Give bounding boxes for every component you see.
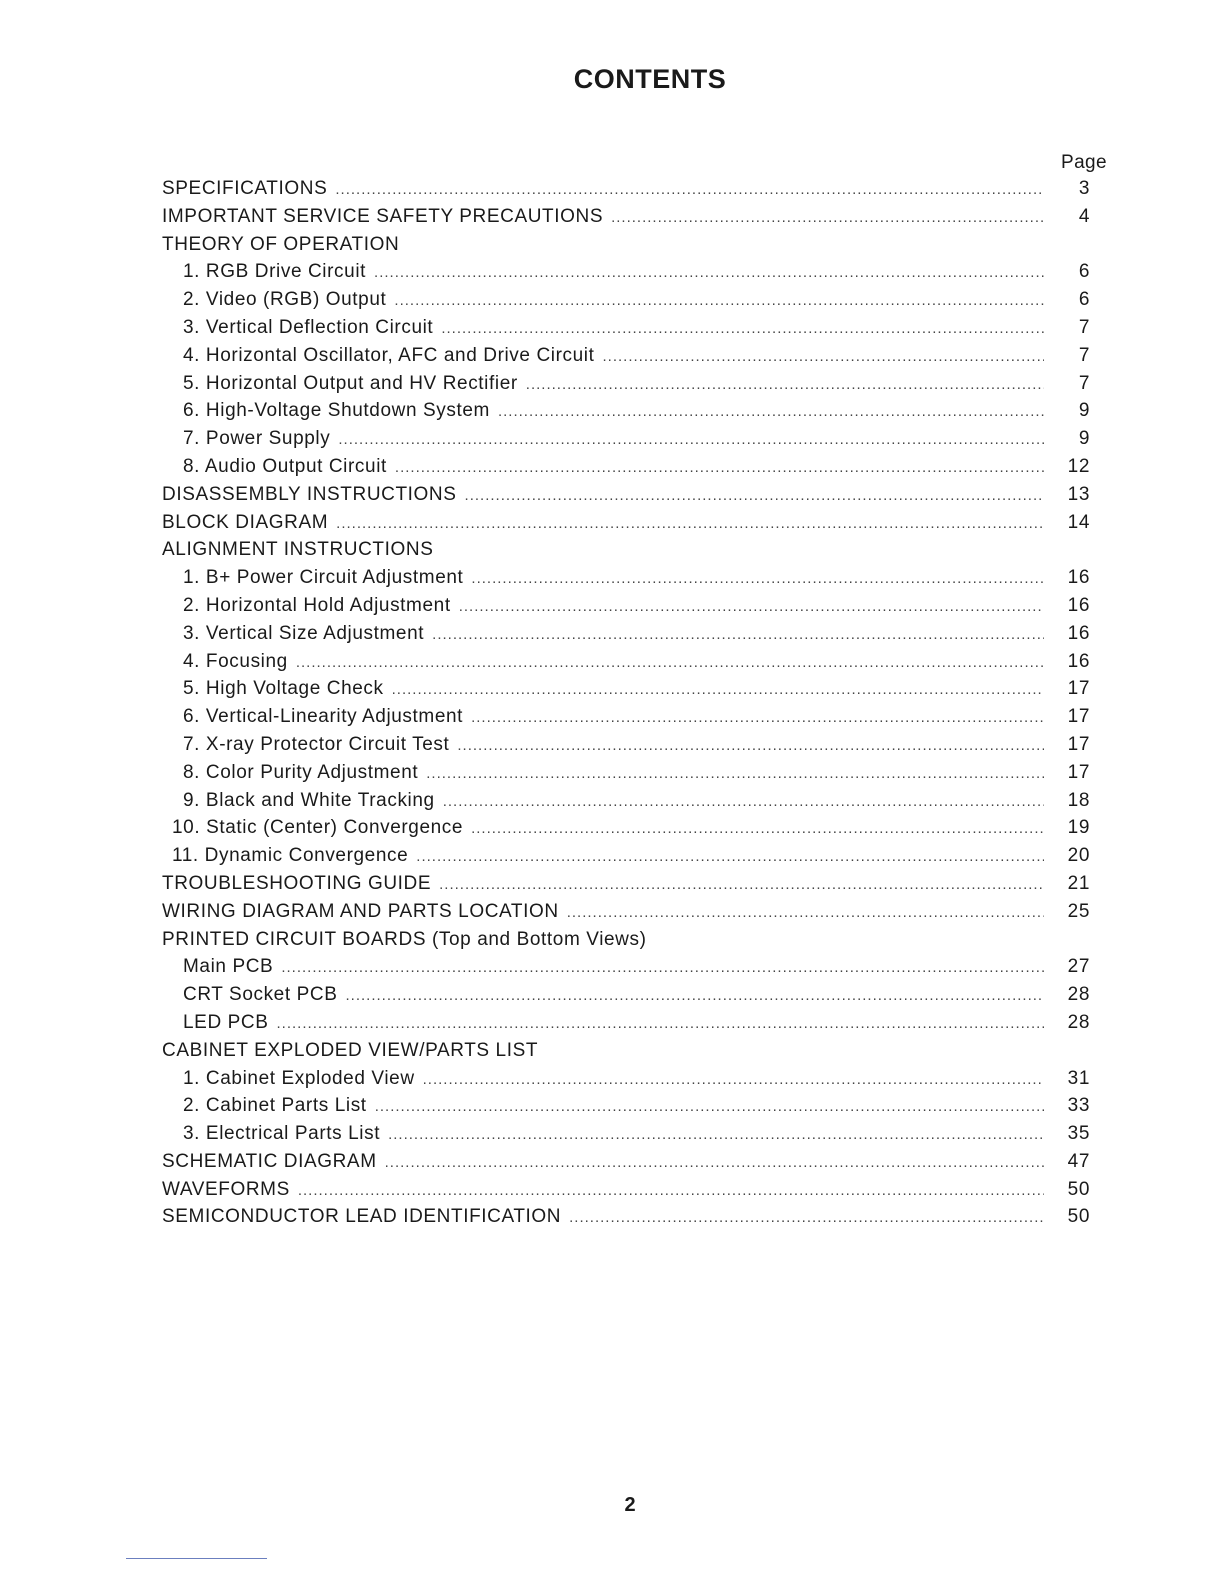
dot-leader <box>441 320 1044 337</box>
toc-entry-label: PRINTED CIRCUIT BOARDS (Top and Bottom Views) <box>162 928 647 950</box>
toc-entry-page: 12 <box>1067 455 1090 477</box>
dot-leader <box>439 876 1044 893</box>
toc-entry-label: SCHEMATIC DIAGRAM <box>162 1150 377 1172</box>
toc-entry-label: 2. Horizontal Hold Adjustment <box>183 594 451 616</box>
toc-entry-label: 5. Horizontal Output and HV Rectifier <box>183 372 518 394</box>
dot-leader <box>471 570 1044 587</box>
dot-leader <box>281 959 1044 976</box>
toc-entry-page: 35 <box>1067 1123 1090 1145</box>
dot-leader <box>432 626 1044 643</box>
dot-leader <box>443 793 1044 810</box>
dot-leader <box>336 515 1044 532</box>
toc-entry[interactable] <box>162 1206 1090 1234</box>
toc-entry-page: 16 <box>1067 650 1090 672</box>
toc-entry[interactable] <box>162 456 1090 484</box>
toc-entry-page: 13 <box>1067 483 1090 505</box>
toc-entry[interactable] <box>162 261 1090 289</box>
dot-leader <box>385 1154 1044 1171</box>
toc-entry-label: SEMICONDUCTOR LEAD IDENTIFICATION <box>162 1206 562 1228</box>
toc-entry-label: 3. Electrical Parts List <box>183 1123 381 1145</box>
dot-leader <box>416 848 1044 865</box>
dot-leader <box>423 1071 1044 1088</box>
dot-leader <box>426 765 1044 782</box>
toc-entry-page: 25 <box>1067 900 1090 922</box>
toc-entry[interactable] <box>162 539 1090 567</box>
toc-entry-label: BLOCK DIAGRAM <box>162 511 329 533</box>
toc-entry-page: 14 <box>1067 511 1090 533</box>
toc-entry-label: 9. Black and White Tracking <box>183 789 435 811</box>
toc-entry[interactable] <box>162 1123 1090 1151</box>
toc-entry[interactable] <box>162 234 1090 262</box>
toc-entry[interactable] <box>162 373 1090 401</box>
dot-leader <box>457 737 1044 754</box>
toc-entry-page: 16 <box>1067 622 1090 644</box>
toc-entry-page: 17 <box>1067 733 1090 755</box>
toc-entry-label: 2. Cabinet Parts List <box>183 1095 367 1117</box>
toc-entry-label: 4. Focusing <box>183 650 288 672</box>
toc-entry-page: 6 <box>1078 261 1090 283</box>
toc-entry-page: 33 <box>1067 1095 1090 1117</box>
dot-leader <box>374 264 1044 281</box>
toc-entry[interactable] <box>162 1012 1090 1040</box>
toc-entry[interactable] <box>162 400 1090 428</box>
toc-entry[interactable] <box>162 984 1090 1012</box>
toc-entry[interactable] <box>162 734 1090 762</box>
page-column-header: Page <box>1061 152 1107 173</box>
toc-entry-page: 7 <box>1078 372 1090 394</box>
toc-entry[interactable] <box>162 762 1090 790</box>
toc-entry-page: 6 <box>1078 289 1090 311</box>
toc-entry-page: 18 <box>1067 789 1090 811</box>
toc-entry-page: 16 <box>1067 594 1090 616</box>
toc-entry-label: 6. Vertical-Linearity Adjustment <box>183 706 464 728</box>
toc-entry[interactable] <box>162 595 1090 623</box>
dot-leader <box>526 376 1044 393</box>
toc-entry-page: 4 <box>1078 205 1090 227</box>
toc-entry-page: 9 <box>1078 428 1090 450</box>
toc-entry[interactable] <box>162 428 1090 456</box>
toc-entry-label: 11. Dynamic Convergence <box>172 845 409 867</box>
dot-leader <box>471 709 1044 726</box>
toc-entry-label: DISASSEMBLY INSTRUCTIONS <box>162 483 457 505</box>
toc-entry[interactable] <box>162 484 1090 512</box>
toc-entry[interactable] <box>162 623 1090 651</box>
toc-entry-label: CABINET EXPLODED VIEW/PARTS LIST <box>162 1039 539 1061</box>
toc-entry-page: 9 <box>1078 400 1090 422</box>
toc-entry-page: 7 <box>1078 344 1090 366</box>
toc-entry-page: 47 <box>1067 1150 1090 1172</box>
dot-leader <box>375 1098 1044 1115</box>
page-title: CONTENTS <box>573 64 727 94</box>
toc-entry[interactable] <box>162 1179 1090 1207</box>
toc-entry-label: TROUBLESHOOTING GUIDE <box>162 872 432 894</box>
dot-leader <box>611 209 1044 226</box>
page-number: 2 <box>624 1494 636 1516</box>
toc-entry-label: LED PCB <box>183 1011 269 1033</box>
toc-entry[interactable] <box>162 289 1090 317</box>
toc-entry-label: 1. Cabinet Exploded View <box>183 1067 415 1089</box>
toc-entry-label: 5. High Voltage Check <box>183 678 384 700</box>
dot-leader <box>471 820 1044 837</box>
toc-entry[interactable] <box>162 901 1090 929</box>
toc-entry-page: 21 <box>1067 872 1090 894</box>
dot-leader <box>395 459 1044 476</box>
toc-entry-label: 7. Power Supply <box>183 428 331 450</box>
toc-entry-page: 27 <box>1067 956 1090 978</box>
toc-entry-page: 50 <box>1067 1206 1090 1228</box>
toc-entry[interactable] <box>162 567 1090 595</box>
toc-entry[interactable] <box>162 1040 1090 1068</box>
dot-leader <box>569 1209 1044 1226</box>
toc-entry-page: 31 <box>1067 1067 1090 1089</box>
toc-entry-label: 6. High-Voltage Shutdown System <box>183 400 490 422</box>
toc-entry-page: 3 <box>1078 178 1090 199</box>
toc-entry-label: 3. Vertical Deflection Circuit <box>183 316 434 338</box>
toc-entry-page: 28 <box>1067 984 1090 1006</box>
decorative-rule <box>126 1558 267 1559</box>
toc-entry[interactable] <box>162 956 1090 984</box>
dot-leader <box>567 904 1044 921</box>
toc-entry[interactable] <box>162 817 1090 845</box>
toc-entry-page: 17 <box>1067 678 1090 700</box>
dot-leader <box>498 403 1044 420</box>
toc-entry[interactable] <box>162 317 1090 345</box>
dot-leader <box>277 1015 1044 1032</box>
toc-entry[interactable] <box>162 345 1090 373</box>
toc-entry-label: WIRING DIAGRAM AND PARTS LOCATION <box>162 900 559 922</box>
toc-entry[interactable] <box>162 512 1090 540</box>
dot-leader <box>603 348 1045 365</box>
toc-entry-page: 50 <box>1067 1178 1090 1200</box>
toc-entry[interactable] <box>162 1068 1090 1096</box>
toc-entry-page: 19 <box>1067 817 1090 839</box>
toc-entry[interactable] <box>162 206 1090 234</box>
toc-entry-label: IMPORTANT SERVICE SAFETY PRECAUTIONS <box>162 205 604 227</box>
toc-entry-label: Main PCB <box>183 956 274 978</box>
toc-entry[interactable] <box>162 929 1090 957</box>
toc-entry[interactable] <box>162 651 1090 679</box>
dot-leader <box>392 681 1044 698</box>
toc-entry-page: 16 <box>1067 567 1090 589</box>
toc-entry[interactable] <box>162 790 1090 818</box>
toc-entry-label: THEORY OF OPERATION <box>162 233 400 255</box>
toc-entry-page: 17 <box>1067 706 1090 728</box>
toc-entry[interactable] <box>162 873 1090 901</box>
toc-entry[interactable] <box>162 845 1090 873</box>
toc-entry[interactable] <box>162 1151 1090 1179</box>
dot-leader <box>298 1182 1044 1199</box>
toc-entry-label: 1. RGB Drive Circuit <box>183 261 367 283</box>
dot-leader <box>388 1126 1044 1143</box>
dot-leader <box>459 598 1044 615</box>
dot-leader <box>296 654 1044 671</box>
dot-leader <box>335 181 1044 198</box>
toc-entry-label: 8. Color Purity Adjustment <box>183 761 419 783</box>
toc-entry-label: 7. X-ray Protector Circuit Test <box>183 733 450 755</box>
dot-leader <box>394 292 1044 309</box>
toc-entry-page: 17 <box>1067 761 1090 783</box>
toc-entry-label: CRT Socket PCB <box>183 984 338 1006</box>
toc-entry-label: SPECIFICATIONS <box>162 178 328 199</box>
toc-entry-label: 1. B+ Power Circuit Adjustment <box>183 567 464 589</box>
toc-entry-label: 4. Horizontal Oscillator, AFC and Drive Circuit <box>183 344 595 366</box>
toc-entry-label: 8. Audio Output Circuit <box>183 455 387 477</box>
toc-entry-label: ALIGNMENT INSTRUCTIONS <box>162 539 434 561</box>
toc-entry[interactable] <box>162 1095 1090 1123</box>
toc-entry[interactable] <box>162 678 1090 706</box>
toc-entry-label: WAVEFORMS <box>162 1178 290 1200</box>
table-of-contents <box>162 178 1090 1234</box>
toc-entry[interactable] <box>162 706 1090 734</box>
dot-leader <box>465 487 1044 504</box>
toc-entry-page: 7 <box>1078 316 1090 338</box>
toc-entry-page: 20 <box>1067 845 1090 867</box>
toc-entry-page: 28 <box>1067 1011 1090 1033</box>
toc-entry[interactable] <box>162 178 1090 206</box>
toc-entry-label: 3. Vertical Size Adjustment <box>183 622 425 644</box>
toc-entry-label: 10. Static (Center) Convergence <box>172 817 464 839</box>
dot-leader <box>345 987 1044 1004</box>
toc-entry-label: 2. Video (RGB) Output <box>183 289 387 311</box>
dot-leader <box>338 431 1044 448</box>
